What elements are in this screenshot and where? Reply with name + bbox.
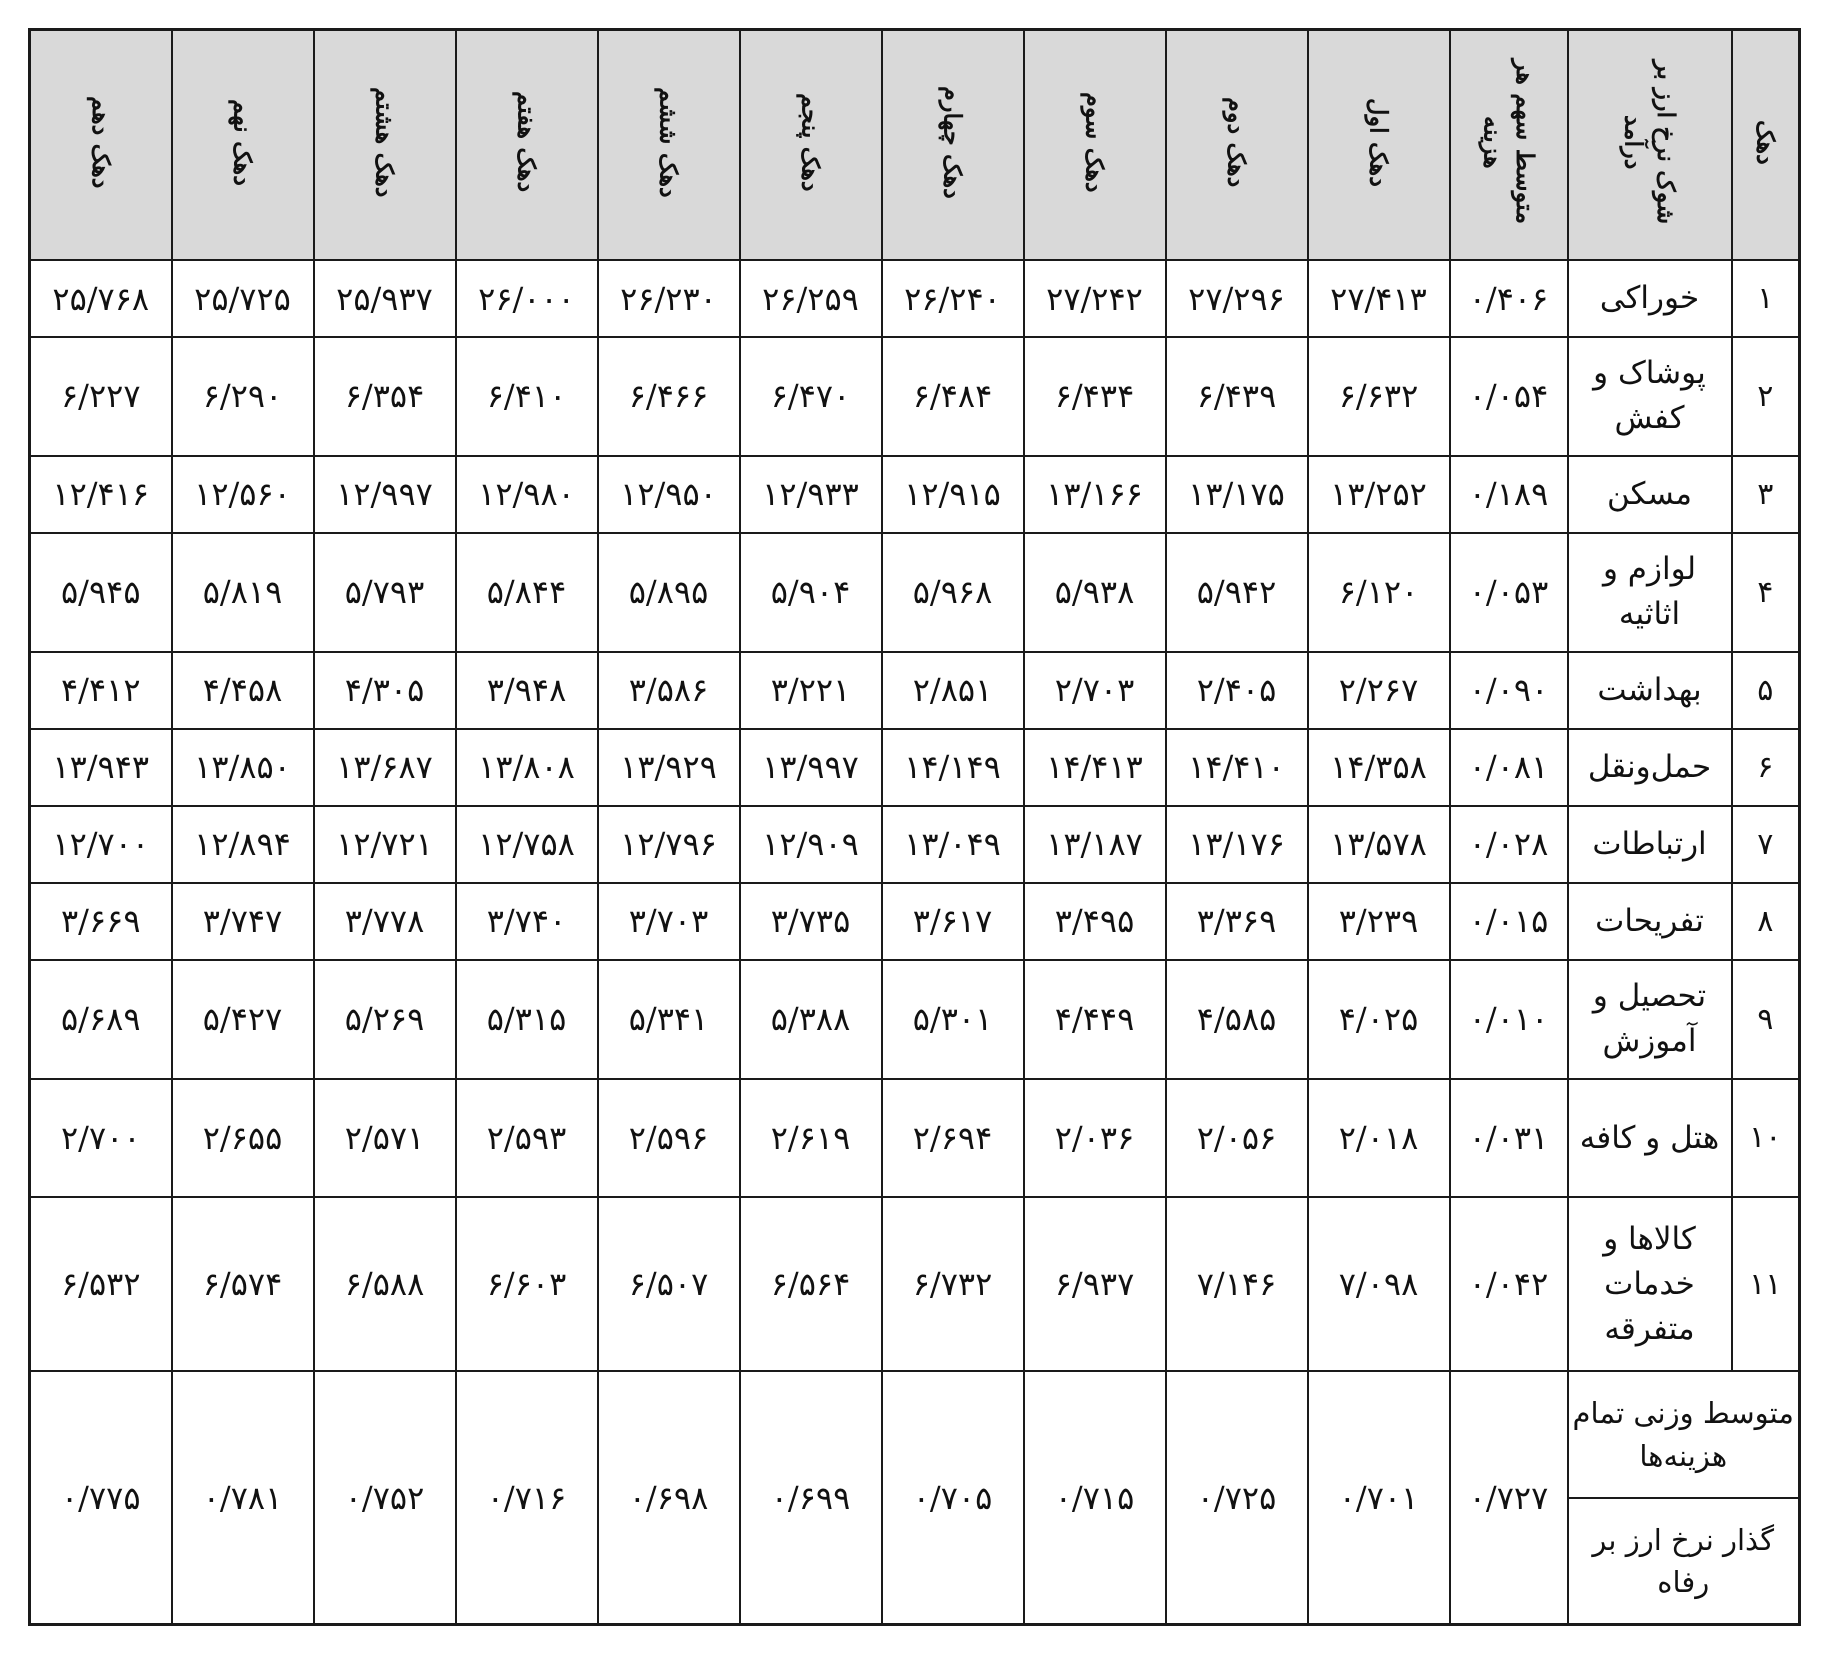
value-cell-decile-6: ۲۶/۲۳۰ — [598, 260, 740, 337]
value-cell-decile-2: ۵/۹۴۲ — [1166, 533, 1308, 652]
value-cell-decile-9: ۴/۴۵۸ — [172, 652, 314, 729]
header-decile-7: دهک هفتم — [456, 30, 598, 261]
value-cell-decile-2: ۴/۵۸۵ — [1166, 960, 1308, 1079]
footer-cell-decile-10: ۰/۷۷۵ — [30, 1371, 172, 1624]
value-cell-decile-7: ۲۶/۰۰۰ — [456, 260, 598, 337]
category-label: خوراکی — [1568, 260, 1732, 337]
avg-share-cell: ۰/۰۹۰ — [1450, 652, 1568, 729]
footer-cell-decile-2: ۰/۷۲۵ — [1166, 1371, 1308, 1624]
value-cell-decile-6: ۱۳/۹۲۹ — [598, 729, 740, 806]
value-cell-decile-8: ۱۳/۶۸۷ — [314, 729, 456, 806]
value-cell-decile-10: ۵/۹۴۵ — [30, 533, 172, 652]
value-cell-decile-2: ۶/۴۳۹ — [1166, 337, 1308, 456]
category-label: مسکن — [1568, 456, 1732, 533]
value-cell-decile-10: ۴/۴۱۲ — [30, 652, 172, 729]
value-cell-decile-2: ۲/۰۵۶ — [1166, 1079, 1308, 1198]
value-cell-decile-1: ۶/۱۲۰ — [1308, 533, 1450, 652]
value-cell-decile-6: ۱۲/۷۹۶ — [598, 806, 740, 883]
row-number: ۱۱ — [1732, 1197, 1800, 1371]
decile-table-frame — [28, 28, 1800, 1626]
footer-row-top — [30, 1371, 1800, 1498]
header-row-label: دهک — [1732, 30, 1800, 261]
value-cell-decile-1: ۳/۲۳۹ — [1308, 883, 1450, 960]
table-row — [30, 533, 1800, 652]
value-cell-decile-10: ۶/۵۳۲ — [30, 1197, 172, 1371]
value-cell-decile-5: ۲۶/۲۵۹ — [740, 260, 882, 337]
value-cell-decile-5: ۶/۵۶۴ — [740, 1197, 882, 1371]
value-cell-decile-2: ۱۴/۴۱۰ — [1166, 729, 1308, 806]
footer-cell-decile-1: ۰/۷۰۱ — [1308, 1371, 1450, 1624]
value-cell-decile-5: ۲/۶۱۹ — [740, 1079, 882, 1198]
value-cell-decile-6: ۱۲/۹۵۰ — [598, 456, 740, 533]
value-cell-decile-8: ۵/۲۶۹ — [314, 960, 456, 1079]
row-number: ۳ — [1732, 456, 1800, 533]
header-decile-9: دهک نهم — [172, 30, 314, 261]
value-cell-decile-4: ۲۶/۲۴۰ — [882, 260, 1024, 337]
value-cell-decile-3: ۶/۴۳۴ — [1024, 337, 1166, 456]
decile-table — [28, 28, 1801, 1626]
category-label: حمل‌ونقل — [1568, 729, 1732, 806]
value-cell-decile-3: ۱۳/۱۶۶ — [1024, 456, 1166, 533]
value-cell-decile-4: ۱۳/۰۴۹ — [882, 806, 1024, 883]
row-number: ۸ — [1732, 883, 1800, 960]
avg-share-cell: ۰/۰۸۱ — [1450, 729, 1568, 806]
header-decile-4: دهک چهارم — [882, 30, 1024, 261]
value-cell-decile-9: ۵/۴۲۷ — [172, 960, 314, 1079]
avg-share-cell: ۰/۰۵۴ — [1450, 337, 1568, 456]
category-label: لوازم و اثاثیه — [1568, 533, 1732, 652]
value-cell-decile-5: ۶/۴۷۰ — [740, 337, 882, 456]
header-decile-3: دهک سوم — [1024, 30, 1166, 261]
value-cell-decile-4: ۵/۹۶۸ — [882, 533, 1024, 652]
value-cell-decile-8: ۳/۷۷۸ — [314, 883, 456, 960]
value-cell-decile-2: ۷/۱۴۶ — [1166, 1197, 1308, 1371]
footer-cell-decile-7: ۰/۷۱۶ — [456, 1371, 598, 1624]
footer-cell-decile-9: ۰/۷۸۱ — [172, 1371, 314, 1624]
value-cell-decile-10: ۱۳/۹۴۳ — [30, 729, 172, 806]
value-cell-decile-7: ۶/۶۰۳ — [456, 1197, 598, 1371]
header-decile-6: دهک ششم — [598, 30, 740, 261]
value-cell-decile-8: ۱۲/۹۹۷ — [314, 456, 456, 533]
footer-avg-cell: ۰/۷۲۷ — [1450, 1371, 1568, 1624]
value-cell-decile-4: ۲/۶۹۴ — [882, 1079, 1024, 1198]
value-cell-decile-4: ۶/۷۳۲ — [882, 1197, 1024, 1371]
value-cell-decile-10: ۶/۲۲۷ — [30, 337, 172, 456]
value-cell-decile-10: ۲/۷۰۰ — [30, 1079, 172, 1198]
value-cell-decile-2: ۱۳/۱۷۵ — [1166, 456, 1308, 533]
table-row — [30, 960, 1800, 1079]
footer-cell-decile-8: ۰/۷۵۲ — [314, 1371, 456, 1624]
header-row — [30, 30, 1800, 261]
value-cell-decile-5: ۳/۲۲۱ — [740, 652, 882, 729]
category-label: تفریحات — [1568, 883, 1732, 960]
value-cell-decile-7: ۱۲/۷۵۸ — [456, 806, 598, 883]
value-cell-decile-9: ۶/۵۷۴ — [172, 1197, 314, 1371]
value-cell-decile-8: ۶/۳۵۴ — [314, 337, 456, 456]
value-cell-decile-6: ۶/۴۶۶ — [598, 337, 740, 456]
value-cell-decile-9: ۲/۶۵۵ — [172, 1079, 314, 1198]
value-cell-decile-6: ۶/۵۰۷ — [598, 1197, 740, 1371]
avg-share-cell: ۰/۰۱۵ — [1450, 883, 1568, 960]
value-cell-decile-10: ۲۵/۷۶۸ — [30, 260, 172, 337]
value-cell-decile-6: ۳/۷۰۳ — [598, 883, 740, 960]
value-cell-decile-2: ۱۳/۱۷۶ — [1166, 806, 1308, 883]
value-cell-decile-9: ۵/۸۱۹ — [172, 533, 314, 652]
value-cell-decile-6: ۲/۵۹۶ — [598, 1079, 740, 1198]
value-cell-decile-10: ۵/۶۸۹ — [30, 960, 172, 1079]
value-cell-decile-3: ۲۷/۲۴۲ — [1024, 260, 1166, 337]
value-cell-decile-1: ۶/۶۳۲ — [1308, 337, 1450, 456]
value-cell-decile-4: ۲/۸۵۱ — [882, 652, 1024, 729]
value-cell-decile-3: ۲/۷۰۳ — [1024, 652, 1166, 729]
value-cell-decile-2: ۲/۴۰۵ — [1166, 652, 1308, 729]
avg-share-cell: ۰/۰۴۲ — [1450, 1197, 1568, 1371]
value-cell-decile-9: ۳/۷۴۷ — [172, 883, 314, 960]
avg-share-cell: ۰/۱۸۹ — [1450, 456, 1568, 533]
value-cell-decile-8: ۴/۳۰۵ — [314, 652, 456, 729]
category-label: کالاها و خدمات متفرقه — [1568, 1197, 1732, 1371]
value-cell-decile-6: ۳/۵۸۶ — [598, 652, 740, 729]
value-cell-decile-6: ۵/۸۹۵ — [598, 533, 740, 652]
value-cell-decile-9: ۲۵/۷۲۵ — [172, 260, 314, 337]
value-cell-decile-7: ۲/۵۹۳ — [456, 1079, 598, 1198]
row-number: ۱ — [1732, 260, 1800, 337]
value-cell-decile-10: ۳/۶۶۹ — [30, 883, 172, 960]
value-cell-decile-1: ۴/۰۲۵ — [1308, 960, 1450, 1079]
footer-cell-decile-4: ۰/۷۰۵ — [882, 1371, 1024, 1624]
table-row — [30, 337, 1800, 456]
value-cell-decile-9: ۶/۲۹۰ — [172, 337, 314, 456]
value-cell-decile-4: ۶/۴۸۴ — [882, 337, 1024, 456]
value-cell-decile-10: ۱۲/۴۱۶ — [30, 456, 172, 533]
value-cell-decile-7: ۳/۹۴۸ — [456, 652, 598, 729]
category-label: ارتباطات — [1568, 806, 1732, 883]
value-cell-decile-4: ۱۲/۹۱۵ — [882, 456, 1024, 533]
avg-share-cell: ۰/۰۱۰ — [1450, 960, 1568, 1079]
value-cell-decile-1: ۱۳/۵۷۸ — [1308, 806, 1450, 883]
value-cell-decile-9: ۱۳/۸۵۰ — [172, 729, 314, 806]
value-cell-decile-9: ۱۲/۵۶۰ — [172, 456, 314, 533]
row-number: ۲ — [1732, 337, 1800, 456]
value-cell-decile-7: ۵/۸۴۴ — [456, 533, 598, 652]
footer-cell-decile-5: ۰/۶۹۹ — [740, 1371, 882, 1624]
value-cell-decile-7: ۵/۳۱۵ — [456, 960, 598, 1079]
value-cell-decile-1: ۲/۰۱۸ — [1308, 1079, 1450, 1198]
header-decile-1: دهک اول — [1308, 30, 1450, 261]
value-cell-decile-7: ۶/۴۱۰ — [456, 337, 598, 456]
value-cell-decile-2: ۲۷/۲۹۶ — [1166, 260, 1308, 337]
value-cell-decile-1: ۱۴/۳۵۸ — [1308, 729, 1450, 806]
header-decile-2: دهک دوم — [1166, 30, 1308, 261]
table-row — [30, 883, 1800, 960]
value-cell-decile-8: ۲۵/۹۳۷ — [314, 260, 456, 337]
value-cell-decile-3: ۵/۹۳۸ — [1024, 533, 1166, 652]
header-decile-8: دهک هشتم — [314, 30, 456, 261]
value-cell-decile-5: ۵/۳۸۸ — [740, 960, 882, 1079]
header-decile-5: دهک پنجم — [740, 30, 882, 261]
footer-cell-decile-6: ۰/۶۹۸ — [598, 1371, 740, 1624]
category-label: هتل و کافه — [1568, 1079, 1732, 1198]
header-decile-10: دهک دهم — [30, 30, 172, 261]
value-cell-decile-3: ۱۴/۴۱۳ — [1024, 729, 1166, 806]
value-cell-decile-10: ۱۲/۷۰۰ — [30, 806, 172, 883]
avg-share-cell: ۰/۰۳۱ — [1450, 1079, 1568, 1198]
value-cell-decile-5: ۱۲/۹۰۹ — [740, 806, 882, 883]
table-row — [30, 806, 1800, 883]
table-row — [30, 729, 1800, 806]
value-cell-decile-3: ۱۳/۱۸۷ — [1024, 806, 1166, 883]
row-number: ۹ — [1732, 960, 1800, 1079]
header-avg-share: متوسط سهم هر هزینه — [1450, 30, 1568, 261]
value-cell-decile-4: ۳/۶۱۷ — [882, 883, 1024, 960]
value-cell-decile-3: ۴/۴۴۹ — [1024, 960, 1166, 1079]
category-label: پوشاک و کفش — [1568, 337, 1732, 456]
value-cell-decile-1: ۱۳/۲۵۲ — [1308, 456, 1450, 533]
value-cell-decile-4: ۱۴/۱۴۹ — [882, 729, 1024, 806]
value-cell-decile-2: ۳/۳۶۹ — [1166, 883, 1308, 960]
footer-cell-decile-3: ۰/۷۱۵ — [1024, 1371, 1166, 1624]
value-cell-decile-1: ۷/۰۹۸ — [1308, 1197, 1450, 1371]
value-cell-decile-5: ۳/۷۳۵ — [740, 883, 882, 960]
footer-label-exchange-passthrough: گذار نرخ ارز بر رفاه — [1568, 1498, 1800, 1625]
table-row — [30, 260, 1800, 337]
value-cell-decile-8: ۱۲/۷۲۱ — [314, 806, 456, 883]
value-cell-decile-4: ۵/۳۰۱ — [882, 960, 1024, 1079]
table-row — [30, 1079, 1800, 1198]
value-cell-decile-7: ۱۳/۸۰۸ — [456, 729, 598, 806]
header-shock: شوک نرخ ارز بر درآمد — [1568, 30, 1732, 261]
value-cell-decile-8: ۵/۷۹۳ — [314, 533, 456, 652]
value-cell-decile-7: ۱۲/۹۸۰ — [456, 456, 598, 533]
avg-share-cell: ۰/۰۵۳ — [1450, 533, 1568, 652]
table-body — [30, 260, 1800, 1625]
value-cell-decile-8: ۶/۵۸۸ — [314, 1197, 456, 1371]
value-cell-decile-5: ۱۲/۹۳۳ — [740, 456, 882, 533]
avg-share-cell: ۰/۴۰۶ — [1450, 260, 1568, 337]
value-cell-decile-3: ۶/۹۳۷ — [1024, 1197, 1166, 1371]
category-label: تحصیل و آموزش — [1568, 960, 1732, 1079]
table-row — [30, 456, 1800, 533]
avg-share-cell: ۰/۰۲۸ — [1450, 806, 1568, 883]
value-cell-decile-1: ۲/۲۶۷ — [1308, 652, 1450, 729]
table-row — [30, 1197, 1800, 1371]
footer-label-weighted-average: متوسط وزنی تمام هزینه‌ها — [1568, 1371, 1800, 1498]
row-number: ۴ — [1732, 533, 1800, 652]
table-row — [30, 652, 1800, 729]
value-cell-decile-6: ۵/۳۴۱ — [598, 960, 740, 1079]
value-cell-decile-9: ۱۲/۸۹۴ — [172, 806, 314, 883]
value-cell-decile-7: ۳/۷۴۰ — [456, 883, 598, 960]
row-number: ۵ — [1732, 652, 1800, 729]
value-cell-decile-5: ۵/۹۰۴ — [740, 533, 882, 652]
category-label: بهداشت — [1568, 652, 1732, 729]
value-cell-decile-8: ۲/۵۷۱ — [314, 1079, 456, 1198]
row-number: ۱۰ — [1732, 1079, 1800, 1198]
value-cell-decile-1: ۲۷/۴۱۳ — [1308, 260, 1450, 337]
row-number: ۶ — [1732, 729, 1800, 806]
value-cell-decile-3: ۳/۴۹۵ — [1024, 883, 1166, 960]
value-cell-decile-5: ۱۳/۹۹۷ — [740, 729, 882, 806]
value-cell-decile-3: ۲/۰۳۶ — [1024, 1079, 1166, 1198]
row-number: ۷ — [1732, 806, 1800, 883]
